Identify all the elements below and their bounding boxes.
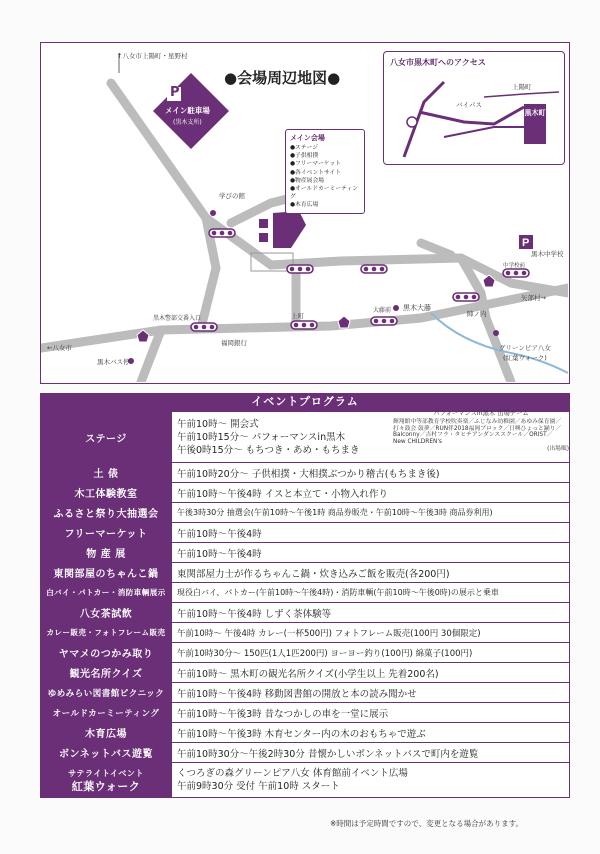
event-name: 木工体験教室 bbox=[41, 483, 172, 503]
event-name: 八女茶試飲 bbox=[41, 603, 172, 623]
event-detail-line: 午前9時30分 受付 午前10時 スタート bbox=[177, 781, 340, 792]
table-row bbox=[41, 763, 570, 798]
table-row bbox=[41, 743, 570, 763]
event-name: 東関部屋のちゃんこ鍋 bbox=[41, 563, 172, 583]
event-detail: 午後3時30分 抽選会(午前10時〜午後1時 商品券販売・午前10時〜午後3時 商品券利用) bbox=[172, 503, 570, 523]
venue-item: ●各イベントサイト bbox=[290, 169, 342, 176]
venue-item: ●ステージ bbox=[290, 145, 319, 151]
event-name: 観光名所クイズ bbox=[41, 663, 172, 683]
event-detail: 午前10時〜午後4時 bbox=[172, 523, 570, 543]
table-row bbox=[41, 543, 570, 563]
table-row bbox=[41, 463, 570, 483]
svg-text:P: P bbox=[522, 237, 530, 249]
access-inset-map bbox=[383, 51, 565, 165]
venue-area-map bbox=[40, 42, 570, 384]
event-detail: 午前10時〜午後4時 移動図書館の開放と本の読み聞かせ bbox=[172, 683, 570, 703]
kamiyo-label: 上陽町 bbox=[512, 83, 532, 91]
event-name: ふるさと祭り大抽選会 bbox=[41, 503, 172, 523]
event-name: ゆめみらい図書館ピクニック bbox=[41, 683, 172, 703]
venue-item: ●フリーマーケット bbox=[290, 161, 341, 168]
event-detail: 午前10時〜午後3時 昔なつかしの車を一堂に展示 bbox=[172, 703, 570, 723]
table-row bbox=[41, 603, 570, 623]
map-title: ●会場周辺地図● bbox=[224, 69, 341, 87]
event-program bbox=[40, 393, 570, 798]
table-row bbox=[41, 563, 570, 583]
access-title: 八女市黒木町へのアクセス bbox=[390, 58, 486, 67]
venue-items bbox=[290, 144, 360, 210]
manabi-label: 学びの館 bbox=[219, 192, 245, 200]
parking-p-label: P bbox=[170, 85, 180, 100]
event-name: ヤマメのつかみ取り bbox=[41, 643, 172, 663]
table-row bbox=[41, 503, 570, 523]
table-row bbox=[41, 703, 570, 723]
event-detail: 午前10時30分〜 150匹(1人1匹200円) ヨーヨー釣り(100円) 綿菓子(100円) bbox=[172, 643, 570, 663]
event-name: ボンネットバス遊覧 bbox=[41, 743, 172, 763]
bus-stop-label: 黒木バス停 bbox=[97, 358, 130, 366]
event-detail-line: 午後0時15分〜 もちつき・あめ・もちまき bbox=[177, 444, 360, 456]
event-name: 白バイ・パトカー・消防車輌展示 bbox=[41, 583, 172, 603]
event-name: 物 産 展 bbox=[41, 543, 172, 563]
performer-line: 打々鼓会 鼓夢／RUN伴2018福岡ブロック／日興ひょっと踊り／ bbox=[393, 425, 562, 432]
event-detail: 午前10時〜午後4時 しずく茶体験等 bbox=[172, 603, 570, 623]
table-row bbox=[41, 683, 570, 703]
main-parking-label: メイン駐車場 bbox=[165, 106, 210, 115]
program-table bbox=[40, 411, 570, 798]
table-row bbox=[41, 623, 570, 643]
police-box-label: 黒木警部交番入口 bbox=[153, 315, 202, 322]
jhs-mae-label: 中学校前 bbox=[503, 263, 526, 269]
venue-title: メイン会場 bbox=[290, 134, 325, 142]
kurogi-ofuji-label: 黒木大藤 bbox=[403, 304, 431, 312]
satellite-label: サテライトイベント bbox=[68, 769, 144, 778]
kurogi-town-box: 黒木町 bbox=[524, 104, 546, 144]
venue-item: ●木育広場 bbox=[290, 202, 319, 209]
event-name: 木育広場 bbox=[41, 723, 172, 743]
performer-line: 輝翔館中等部教育学校吹奏楽／ふじなみ幼稚園／あゆみ保育園／ bbox=[393, 418, 562, 425]
koyo-walk-label: (紅葉ウォーク) bbox=[503, 354, 547, 362]
performer-order-note: (出場順) bbox=[547, 445, 569, 452]
event-detail: 現役白バイ、パトカー(午前10時〜午後4時)・消防車輌(午前10時〜午後0時)の展示と乗車 bbox=[172, 583, 570, 603]
performer-line: New CHILDREN's bbox=[393, 439, 442, 446]
koyo-walk-name: 紅葉ウォーク bbox=[71, 780, 141, 793]
ofuji-mae-label: 大藤前 bbox=[373, 307, 392, 314]
table-row bbox=[41, 643, 570, 663]
event-detail-line: 午前10時15分〜 パフォーマンスin黒木 bbox=[177, 431, 346, 443]
table-row bbox=[41, 583, 570, 603]
performers-title: パフォーマンスin黒木 出場チーム bbox=[433, 410, 529, 417]
jinnouchi-label: 陣ノ内 bbox=[467, 310, 487, 318]
event-detail-line: くつろぎの森グリーンピア八女 体育館前イベント広場 bbox=[177, 768, 408, 779]
venue-item: ●子供相撲 bbox=[290, 153, 319, 160]
event-detail bbox=[172, 763, 570, 798]
yame-city-label: ←八女市 bbox=[47, 344, 72, 352]
event-detail: 午前10時〜午後3時 木育センター内の木のおもちゃで遊ぶ bbox=[172, 723, 570, 743]
schedule-note: ※時間は予定時間ですので、変更となる場合があります。 bbox=[330, 819, 524, 828]
event-name bbox=[41, 763, 172, 798]
main-parking-marker bbox=[153, 73, 229, 149]
north-direction-label: ↑八女市上陽町・星野村 bbox=[117, 52, 188, 60]
event-name: フリーマーケット bbox=[41, 523, 172, 543]
green-pia-label: グリーンピア八女 bbox=[499, 344, 551, 352]
performer-line: Balconny／吉村フラ・タヒチアンダンススクール／ORIST／ bbox=[393, 432, 553, 439]
table-row bbox=[41, 723, 570, 743]
event-detail: 東関部屋力士が作るちゃんこ鍋・炊き込みご飯を販売(各200円) bbox=[172, 563, 570, 583]
table-row bbox=[41, 523, 570, 543]
performers-box bbox=[393, 411, 569, 459]
main-venue-callout bbox=[285, 129, 365, 214]
event-detail: 午前10時〜 午後4時 カレー(一杯500円) フォトフレーム販売(100円 30個限定) bbox=[172, 623, 570, 643]
event-detail: 午前10時30分〜午後2時30分 昔懐かしいボンネットバスで町内を遊覧 bbox=[172, 743, 570, 763]
table-row bbox=[41, 483, 570, 503]
event-detail: 午前10時〜午後4時 bbox=[172, 543, 570, 563]
event-name: カレー販売・フォトフレーム販売 bbox=[41, 623, 172, 643]
bypass-label: バイパス bbox=[456, 101, 482, 109]
event-detail: 午前10時〜午後4時 イスと本立て・小物入れ作り bbox=[172, 483, 570, 503]
kamimachi-label: 上町 bbox=[291, 312, 304, 320]
event-detail: 午前10時20分〜 子供相撲・大相撲ぶつかり稽古(もちまき後) bbox=[172, 463, 570, 483]
event-detail: 午前10時〜 黒木町の観光名所クイズ(小学生以上 先着200名) bbox=[172, 663, 570, 683]
yabe-label: 矢部村→ bbox=[521, 294, 546, 302]
program-title: イベントプログラム bbox=[40, 393, 570, 411]
event-name: オールドカーミーティング bbox=[41, 703, 172, 723]
kurogi-jhs-label: 黒木中学校 bbox=[531, 250, 564, 258]
main-parking-sub: (黒木支所) bbox=[173, 119, 202, 126]
table-row bbox=[41, 663, 570, 683]
venue-item: ●オールドカーミーティング bbox=[290, 186, 359, 201]
bank-label: 福岡銀行 bbox=[221, 339, 247, 347]
event-detail-line: 午前10時〜 開会式 bbox=[177, 418, 259, 430]
event-name: 土 俵 bbox=[41, 463, 172, 483]
venue-item: ●物産展会場 bbox=[290, 177, 325, 184]
event-name: ステージ bbox=[41, 412, 172, 463]
